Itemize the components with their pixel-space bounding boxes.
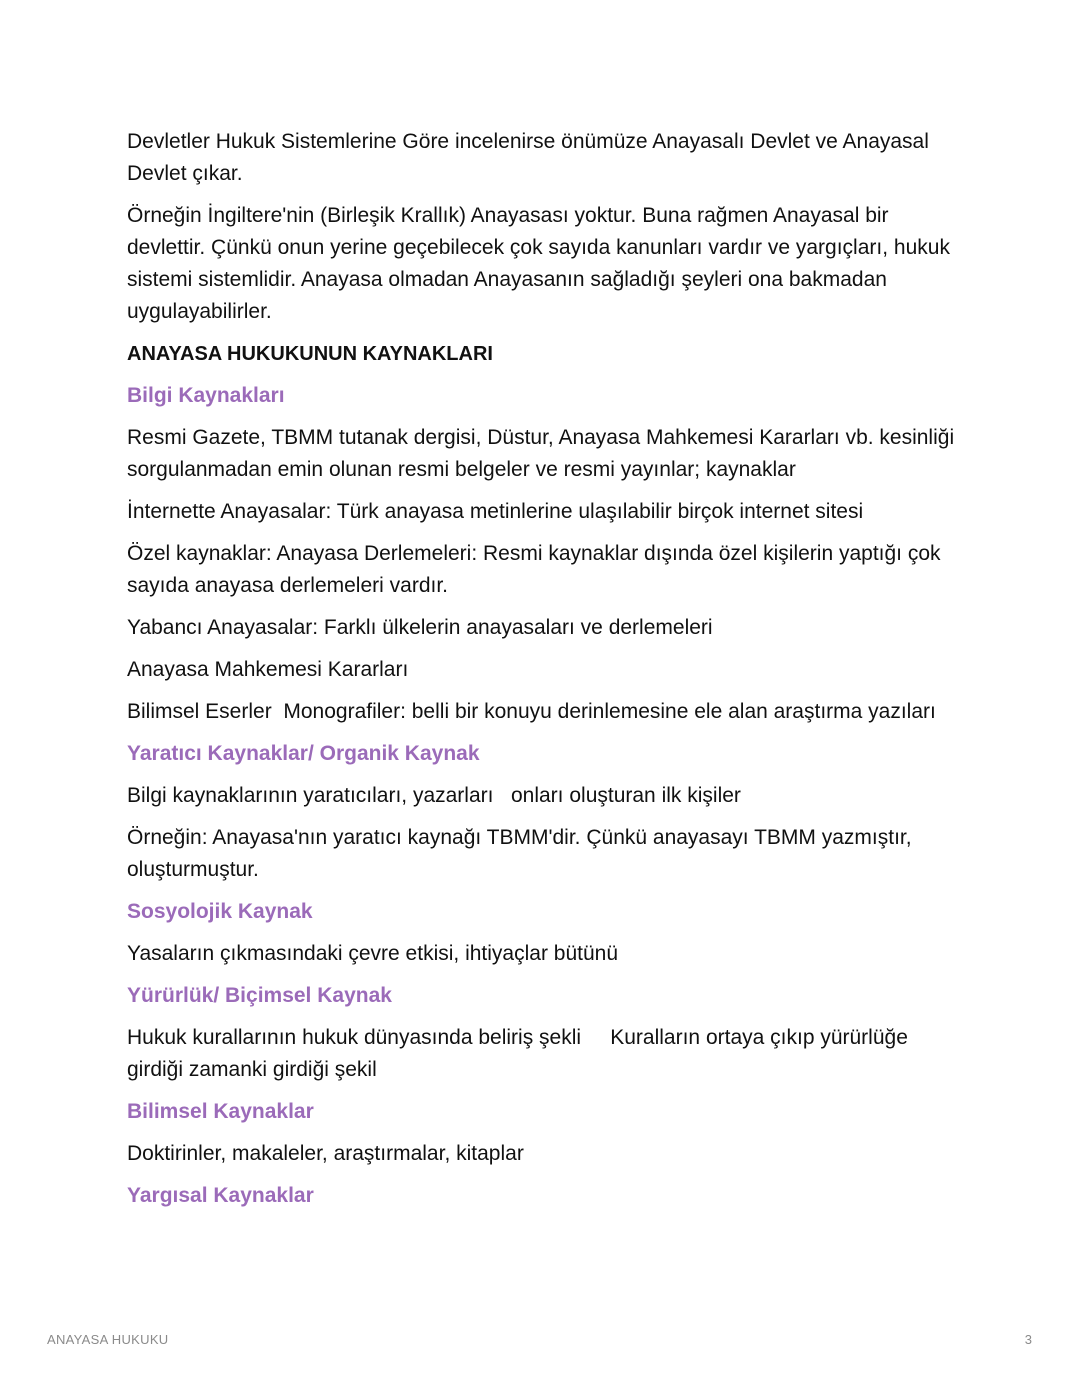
paragraph-ornegin-tbmm: Örneğin: Anayasa'nın yaratıcı kaynağı TBMM'dir. Çünkü anayasayı TBMM yazmıştır, oluşturmuştur. xyxy=(127,826,918,881)
footer-document-title: ANAYASA HUKUKU xyxy=(47,1332,169,1347)
paragraph-resmi-gazete: Resmi Gazete, TBMM tutanak dergisi, Düstur, Anayasa Mahkemesi Kararları vb. kesinliği sorgulanmadan emin olunan resmi belgeler ve resmi yayınlar; kaynaklar xyxy=(127,426,960,481)
subheading-bilgi-kaynaklari: Bilgi Kaynakları xyxy=(127,384,285,407)
paragraph-anayasa-mahkemesi: Anayasa Mahkemesi Kararları xyxy=(127,658,409,681)
subheading-yururluk-kaynak: Yürürlük/ Biçimsel Kaynak xyxy=(127,984,392,1007)
subheading-bilimsel-kaynaklar: Bilimsel Kaynaklar xyxy=(127,1100,314,1123)
paragraph-doktrinler: Doktirinler, makaleler, araştırmalar, kitaplar xyxy=(127,1142,524,1165)
paragraph-bilimsel-eserler: Bilimsel Eserler Monografiler: belli bir konuyu derinlemesine ele alan araştırma yazıları xyxy=(127,700,936,723)
subheading-yaratici-kaynaklar: Yaratıcı Kaynaklar/ Organik Kaynak xyxy=(127,742,480,765)
paragraph-yasalarin: Yasaların çıkmasındaki çevre etkisi, ihtiyaçlar bütünü xyxy=(127,942,618,965)
paragraph-bilgi-kaynaklarinin: Bilgi kaynaklarının yaratıcıları, yazarları onları oluşturan ilk kişiler xyxy=(127,784,741,807)
paragraph-devletler: Devletler Hukuk Sistemlerine Göre incelenirse önümüze Anayasalı Devlet ve Anayasal Devlet çıkar. xyxy=(127,130,935,185)
paragraph-ozel-kaynaklar: Özel kaynaklar: Anayasa Derlemeleri: Resmi kaynaklar dışında özel kişilerin yaptığı çok sayıda anayasa derlemeleri vardır. xyxy=(127,542,947,597)
footer-page-number: 3 xyxy=(1024,1332,1032,1347)
section-heading-kaynaklar: ANAYASA HUKUKUNUN KAYNAKLARI xyxy=(127,343,493,365)
paragraph-ingiltere: Örneğin İngiltere'nin (Birleşik Krallık) Anayasası yoktur. Buna rağmen Anayasal bir devlettir. Çünkü onun yerine geçebilecek çok sayıda kanunları vardır ve yargıçları, hukuk sistemi sistemlidir. Anayasa olmadan Anayasanın sağladığı şeyleri ona bakmadan uygulayabilirler. xyxy=(127,204,956,323)
paragraph-hukuk-kurallari: Hukuk kurallarının hukuk dünyasında beliriş şekli Kuralların ortaya çıkıp yürürlüğe girdiği zamanki girdiği şekil xyxy=(127,1026,914,1081)
subheading-yargisal-kaynaklar: Yargısal Kaynaklar xyxy=(127,1184,314,1207)
subheading-sosyolojik-kaynak: Sosyolojik Kaynak xyxy=(127,900,313,923)
paragraph-internette-anayasalar: İnternette Anayasalar: Türk anayasa metinlerine ulaşılabilir birçok internet sitesi xyxy=(127,500,864,523)
paragraph-yabanci-anayasalar: Yabancı Anayasalar: Farklı ülkelerin anayasaları ve derlemeleri xyxy=(127,616,713,639)
document-body xyxy=(127,126,960,1222)
